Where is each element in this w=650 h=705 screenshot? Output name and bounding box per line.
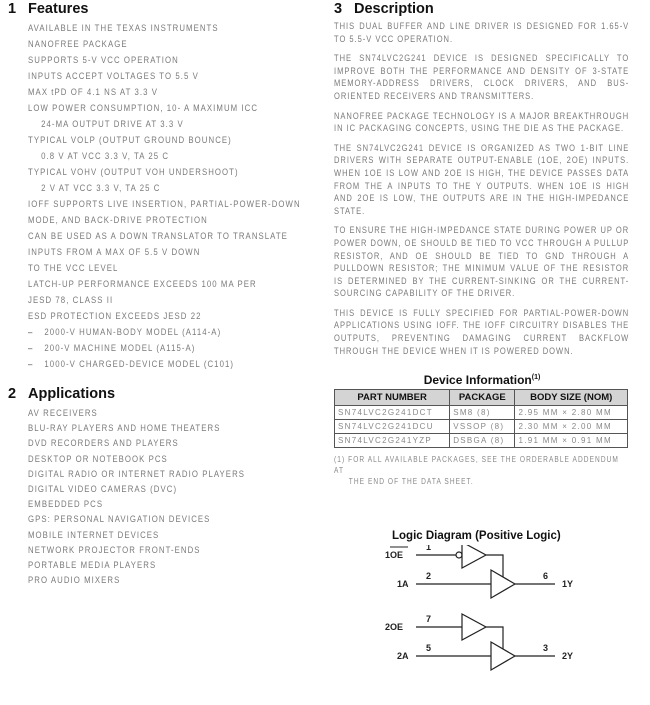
enable-buffer-1-icon	[462, 545, 486, 568]
feature-text: TYPICAL VOHV (OUTPUT VOH UNDERSHOOT)	[28, 167, 239, 178]
dash-bullet: –	[28, 327, 34, 338]
pin-number-2y: 3	[543, 643, 549, 653]
application-item: DESKTOP OR NOTEBOOK PCS	[28, 453, 168, 465]
feature-text: 24-MA OUTPUT DRIVE AT 3.3 V	[41, 119, 184, 130]
column-header: PACKAGE	[450, 390, 515, 406]
features-list	[28, 21, 318, 373]
feature-text: CAN BE USED AS A DOWN TRANSLATOR TO TRANSLATE	[28, 231, 288, 242]
feature-item	[28, 53, 266, 69]
dash-bullet: –	[28, 343, 34, 354]
enable-wire-2	[486, 627, 503, 649]
pin-number-1oe: 1	[426, 545, 432, 552]
feature-item	[28, 133, 266, 149]
description-heading: 3 Description	[334, 1, 434, 17]
application-item: DVD RECORDERS AND PLAYERS	[28, 438, 179, 450]
features-heading: 1 Features	[8, 1, 89, 17]
application-item: PORTABLE MEDIA PLAYERS	[28, 560, 157, 572]
feature-text: INPUTS FROM A MAX OF 5.5 V DOWN	[28, 247, 201, 258]
table-cell: 1.91 MM × 0.91 MM	[515, 434, 628, 448]
feature-text: IOFF SUPPORTS LIVE INSERTION, PARTIAL-POWER-DOWN	[28, 199, 301, 210]
description-paragraph: THIS DUAL BUFFER AND LINE DRIVER IS DESIGNED FOR 1.65-V TO 5.5-V VCC OPERATION.	[334, 21, 630, 44]
feature-text: LOW POWER CONSUMPTION, 10- A MAXIMUM ICC	[28, 103, 259, 114]
feature-item	[28, 101, 266, 117]
enable-buffer-2-icon	[462, 614, 486, 640]
pin-number-2a: 5	[426, 643, 432, 653]
feature-item	[28, 309, 266, 325]
pin-label-1y: 1Y	[562, 579, 574, 589]
application-item: AV RECEIVERS	[28, 408, 98, 419]
application-item: EMBEDDED PCS	[28, 499, 104, 511]
table-cell: DSBGA (8)	[450, 434, 515, 448]
description-paragraph: THE SN74LVC2G241 DEVICE IS DESIGNED SPECIFICALLY TO IMPROVE BOTH THE PERFORMANCE AND DENSITY OF 3-STATE MEMORY-ADDRESS DRIVERS, CLOCK DRIVERS, AND BUS-ORIENTED RECEIVERS AND TRANSMITTERS.	[334, 53, 630, 101]
column-header: PART NUMBER	[335, 390, 450, 406]
application-item: DIGITAL VIDEO CAMERAS (DVC)	[28, 484, 178, 496]
logic-diagram-title: Logic Diagram (Positive Logic)	[392, 530, 561, 542]
application-item: NETWORK PROJECTOR FRONT-ENDS	[28, 544, 201, 556]
feature-text: JESD 78, CLASS II	[28, 295, 114, 306]
feature-item	[28, 37, 266, 53]
feature-text: AVAILABLE IN THE TEXAS INSTRUMENTS	[28, 23, 219, 34]
applications-heading: 2 Applications	[8, 386, 116, 402]
feature-item	[28, 293, 266, 309]
feature-text: TYPICAL VOLP (OUTPUT GROUND BOUNCE)	[28, 135, 232, 146]
pin-label-2y: 2Y	[562, 651, 574, 661]
device-info-table	[334, 389, 628, 448]
feature-text: MODE, AND BACK-DRIVE PROTECTION	[28, 215, 208, 226]
application-item: MOBILE INTERNET DEVICES	[28, 529, 160, 541]
feature-item	[28, 165, 266, 181]
table-row	[335, 434, 628, 448]
description-paragraph: TO ENSURE THE HIGH-IMPEDANCE STATE DURING POWER UP OR POWER DOWN, OE SHOULD BE TIED TO VCC THROUGH A PULLUP RESISTOR, AND OE SHOULD BE TIED TO GND THROUGH A PULLDOWN RESISTOR; THE MINIMUM VALUE OF THE RESISTOR IS DETERMINED BY THE CURRENT-SINKING OR THE CURRENT-SOURCING CAPABILITY OF THE DRIVER.	[334, 225, 630, 299]
feature-text: 200-V MACHINE MODEL (A115-A)	[44, 343, 196, 354]
application-item: PRO AUDIO MIXERS	[28, 575, 121, 587]
pin-number-1y: 6	[543, 571, 549, 581]
feature-item	[28, 117, 266, 133]
table-row	[335, 420, 628, 434]
right-column	[334, 0, 634, 487]
description-paragraph: THIS DEVICE IS FULLY SPECIFIED FOR PARTIAL-POWER-DOWN APPLICATIONS USING IOFF. THE IOFF CIRCUITRY DISABLES THE OUTPUTS, PREVENTING DAMAGING CURRENT BACKFLOW THROUGH THE DEVICE WHEN IT IS POWERED DOWN.	[334, 307, 630, 356]
table-footnote: (1) FOR ALL AVAILABLE PACKAGES, SEE THE ORDERABLE ADDENDUM AT THE END OF THE DATA SHEET.	[334, 455, 619, 487]
feature-text: INPUTS ACCEPT VOLTAGES TO 5.5 V	[28, 71, 199, 82]
feature-text: 1000-V CHARGED-DEVICE MODEL (C101)	[44, 359, 235, 370]
table-cell: 2.30 MM × 2.00 MM	[515, 420, 628, 434]
feature-text: MAX tPD OF 4.1 NS AT 3.3 V	[28, 87, 159, 98]
feature-item	[28, 341, 266, 357]
feature-item	[28, 213, 266, 229]
feature-text: SUPPORTS 5-V VCC OPERATION	[28, 55, 179, 66]
description-paragraph: NANOFREE PACKAGE TECHNOLOGY IS A MAJOR BREAKTHROUGH IN IC PACKAGING CONCEPTS, USING THE DIE AS THE PACKAGE.	[334, 110, 630, 134]
feature-item	[28, 21, 266, 37]
feature-item	[28, 181, 266, 197]
pin-number-1a: 2	[426, 571, 432, 581]
feature-item	[28, 149, 266, 165]
feature-item	[28, 229, 288, 245]
feature-text: 2 V AT VCC 3.3 V, TA 25 C	[41, 183, 161, 194]
feature-item	[28, 245, 266, 261]
feature-item	[28, 69, 266, 85]
feature-item	[28, 85, 266, 101]
table-header-row	[335, 390, 628, 406]
dash-bullet: –	[28, 359, 34, 370]
application-item: BLU-RAY PLAYERS AND HOME THEATERS	[28, 423, 221, 435]
feature-text: ESD PROTECTION EXCEEDS JESD 22	[28, 311, 202, 322]
feature-text: 2000-V HUMAN-BODY MODEL (A114-A)	[44, 327, 222, 338]
table-body	[335, 406, 628, 448]
pin-label-2oe: 2OE	[385, 622, 404, 632]
left-column	[8, 0, 318, 588]
application-item: DIGITAL RADIO OR INTERNET RADIO PLAYERS	[28, 468, 246, 480]
enable-wire-1	[486, 555, 503, 577]
feature-text: LATCH-UP PERFORMANCE EXCEEDS 100 MA PER	[28, 279, 257, 290]
table-cell: SM8 (8)	[450, 406, 515, 420]
table-cell: 2.95 MM × 2.80 MM	[515, 406, 628, 420]
pin-label-1a: 1A	[397, 579, 409, 589]
table-cell: SN74LVC2G241YZP	[335, 434, 450, 448]
feature-item	[28, 357, 266, 373]
application-item: GPS: PERSONAL NAVIGATION DEVICES	[28, 514, 211, 526]
table-cell: VSSOP (8)	[450, 420, 515, 434]
description-body	[334, 20, 634, 357]
table-cell: SN74LVC2G241DCT	[335, 406, 450, 420]
column-header: BODY SIZE (NOM)	[515, 390, 628, 406]
logic-diagram	[360, 545, 620, 695]
feature-item	[28, 261, 266, 277]
feature-item	[28, 325, 266, 341]
feature-text: 0.8 V AT VCC 3.3 V, TA 25 C	[41, 151, 170, 162]
description-paragraph: THE SN74LVC2G241 DEVICE IS ORGANIZED AS TWO 1-BIT LINE DRIVERS WITH SEPARATE OUTPUT-ENABLE (1OE, 2OE) INPUTS. WHEN 1OE IS LOW AND 2OE IS HIGH, THE DEVICE PASSES DATA FROM THE A INPUTS TO THE Y OUTPUTS. WHEN 1OE IS HIGH AND 2OE IS LOW, THE OUTPUTS ARE IN THE HIGH-IMPEDANCE STATE.	[334, 142, 630, 216]
table-row	[335, 406, 628, 420]
feature-text: TO THE VCC LEVEL	[28, 263, 119, 274]
applications-list	[28, 406, 318, 588]
feature-item	[28, 277, 266, 293]
pin-label-1oe: 1OE	[385, 550, 404, 560]
table-cell: SN74LVC2G241DCU	[335, 420, 450, 434]
feature-item	[28, 197, 301, 213]
pin-label-2a: 2A	[397, 651, 409, 661]
pin-number-2oe: 7	[426, 614, 432, 624]
inverter-bubble-icon	[456, 552, 462, 558]
device-info-title: Device Information$^{(1)}$	[423, 373, 541, 388]
feature-text: NANOFREE PACKAGE	[28, 39, 128, 50]
